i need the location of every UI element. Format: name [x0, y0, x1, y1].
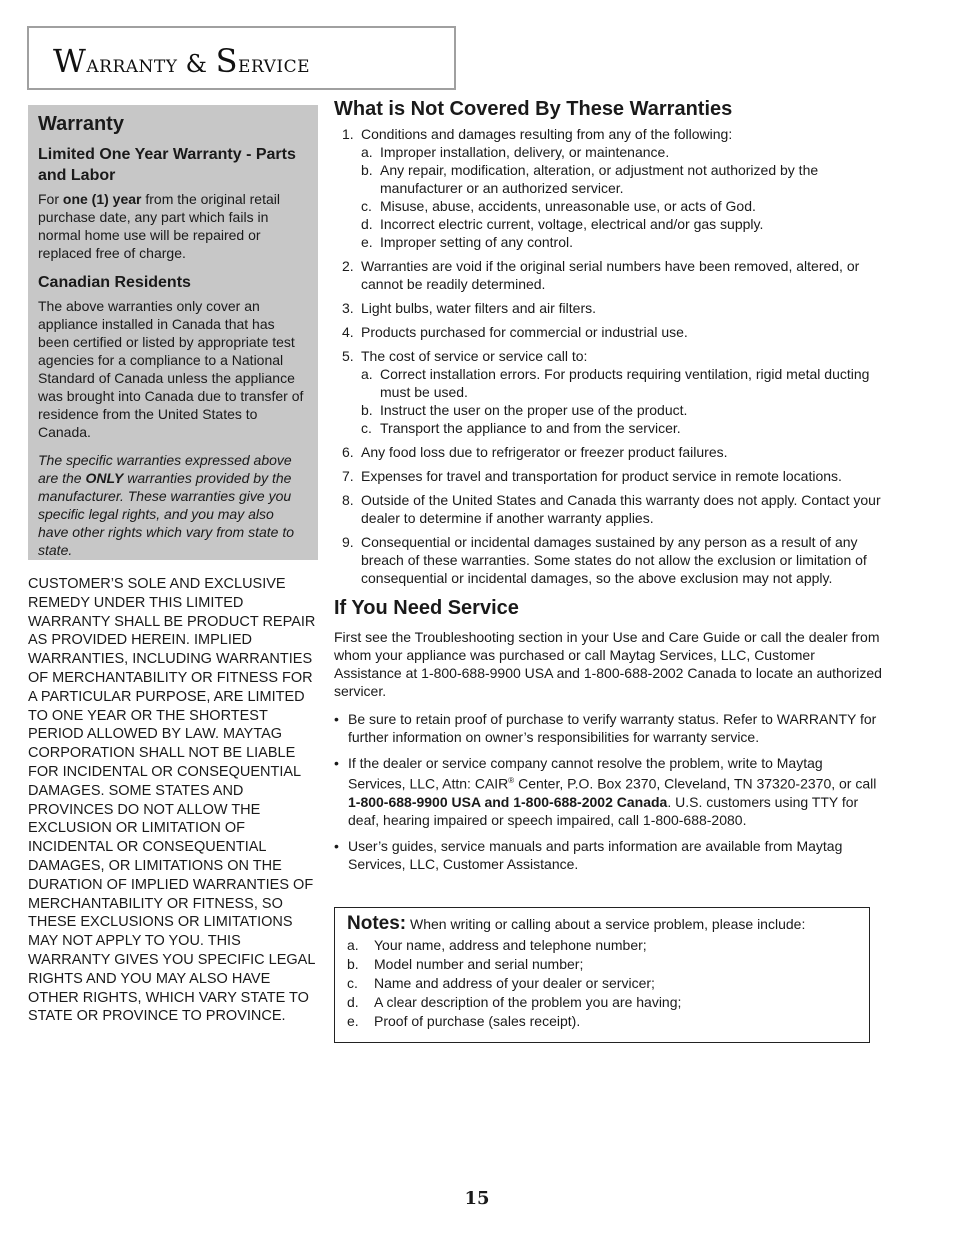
- list-item: • If the dealer or service company cannot resolve the problem, write to Maytag Services, LLC, Attn: CAIR® Center, P.O. Box 2370, Cleveland, TN 37320-2370, or call 1-800-688-9900 USA and 1-800-688-2002 Canada. U.S. customers using TTY for deaf, hearing impaired or speech impaired, call 1-800-688-2080.: [334, 755, 877, 828]
- item-text: Your name, address and telephone number;: [374, 937, 647, 953]
- not-covered-list: [334, 125, 884, 587]
- item-text: Outside of the United States and Canada this warranty does not apply. Contact your dealer to determine if another warranty applies.: [361, 492, 881, 526]
- canadian-residents-text: The above warranties only cover an appliance installed in Canada that has been certified or listed by appropriate test agencies for a compliance to a National Standard of Canada unless the appliance was brought into Canada due to transfer of residence from the United States to Canada.: [38, 298, 304, 440]
- list-item: [334, 443, 884, 461]
- notes-title: Notes:: [347, 913, 407, 934]
- sub-list-item: [361, 365, 884, 401]
- item-number: 4.: [342, 324, 354, 340]
- sub-list-item: [361, 233, 884, 251]
- item-number: 1.: [342, 126, 354, 142]
- item-text: Instruct the user on the proper use of the product.: [380, 402, 688, 418]
- item-text: The cost of service or service call to:: [361, 348, 588, 364]
- item-text: Name and address of your dealer or servicer;: [374, 975, 655, 991]
- item-number: 2.: [342, 258, 354, 274]
- notes-header: [347, 914, 857, 934]
- list-item: [334, 125, 884, 251]
- list-item: [347, 1012, 857, 1031]
- list-item: [334, 347, 884, 437]
- limited-warranty-heading: Limited One Year Warranty - Parts and Labor: [38, 146, 296, 184]
- legal-disclaimer: CUSTOMER’S SOLE AND EXCLUSIVE REMEDY UNDER THIS LIMITED WARRANTY SHALL BE PRODUCT REPAIR AS PROVIDED HEREIN. IMPLIED WARRANTIES, INCLUDING WARRANTIES OF MERCHANTABILITY OR FITNESS FOR A PARTICULAR PURPOSE, ARE LIMITED TO ONE YEAR OR THE SHORTEST PERIOD ALLOWED BY LAW. MAYTAG CORPORATION SHALL NOT BE LIABLE FOR INCIDENTAL OR CONSEQUENTIAL DAMAGES. SOME STATES AND PROVINCES DO NOT ALLOW THE EXCLUSION OR LIMITATION OF INCIDENTAL OR CONSEQUENTIAL DAMAGES, OR LIMITATIONS ON THE DURATION OF IMPLIED WARRANTIES OF MERCHANTABILITY OR FITNESS, SO THESE EXCLUSIONS OR LIMITATIONS MAY NOT APPLY TO YOU. THIS WARRANTY GIVES YOU SPECIFIC LEGAL RIGHTS AND YOU MAY ALSO HAVE OTHER RIGHTS, WHICH VARY STATE TO STATE OR PROVINCE TO PROVINCE.: [28, 576, 316, 1025]
- sub-list: [361, 365, 884, 437]
- list-item: [334, 533, 884, 587]
- item-letter: a.: [361, 144, 373, 160]
- warranty-heading: Warranty: [38, 113, 124, 135]
- item-text: Warranties are void if the original serial numbers have been removed, altered, or cannot be readily determined.: [361, 258, 860, 292]
- notes-box: [334, 907, 870, 1043]
- item-text: Model number and serial number;: [374, 956, 584, 972]
- canadian-residents-heading: Canadian Residents: [38, 274, 191, 291]
- item-text: Light bulbs, water filters and air filters.: [361, 300, 596, 316]
- notes-list: [347, 936, 857, 1031]
- item-text: Products purchased for commercial or industrial use.: [361, 324, 688, 340]
- item-number: 7.: [342, 468, 354, 484]
- item-text: Any food loss due to refrigerator or freezer product failures.: [361, 444, 728, 460]
- limited-warranty-text: For one (1) year from the original retail purchase date, any part which fails in normal home use will be repaired or replaced free of charge.: [38, 191, 280, 261]
- sub-list: [361, 143, 884, 251]
- bullet-icon: •: [334, 711, 339, 727]
- service-heading: If You Need Service: [334, 597, 519, 619]
- item-text: Improper installation, delivery, or maintenance.: [380, 144, 670, 160]
- item-letter: b.: [347, 956, 359, 972]
- right-column: [334, 98, 884, 881]
- list-item: • Be sure to retain proof of purchase to verify warranty status. Refer to WARRANTY for further information on owner’s responsibilities for warranty service.: [334, 711, 877, 745]
- list-item: [334, 323, 884, 341]
- item-letter: d.: [361, 216, 373, 232]
- item-letter: b.: [361, 402, 373, 418]
- sub-list-item: [361, 161, 884, 197]
- item-letter: a.: [361, 366, 373, 382]
- bullet-icon: •: [334, 755, 339, 771]
- warranty-box: [28, 105, 318, 560]
- item-text: Incorrect electric current, voltage, electrical and/or gas supply.: [380, 216, 764, 232]
- sub-list-item: [361, 401, 884, 419]
- item-letter: e.: [347, 1013, 359, 1029]
- item-letter: c.: [361, 420, 372, 436]
- item-number: 5.: [342, 348, 354, 364]
- item-letter: c.: [361, 198, 372, 214]
- page-title: Warranty & Service: [53, 42, 311, 80]
- sub-list-item: [361, 419, 884, 437]
- item-text: Transport the appliance to and from the servicer.: [380, 420, 681, 436]
- item-text: A clear description of the problem you are having;: [374, 994, 682, 1010]
- sub-list-item: [361, 143, 884, 161]
- item-letter: a.: [347, 937, 359, 953]
- item-text: Consequential or incidental damages sustained by any person as a result of any breach of these warranties. Some states do not allow the exclusion or limitation of consequential or incidental damages, so the above exclusion may not apply.: [361, 534, 867, 586]
- list-item: [347, 955, 857, 974]
- notes-intro: When writing or calling about a service problem, please include:: [406, 916, 806, 932]
- item-text: Correct installation errors. For products requiring ventilation, rigid metal ducting must be used.: [380, 366, 870, 400]
- item-letter: b.: [361, 162, 373, 178]
- service-bullets: [334, 710, 884, 873]
- item-letter: e.: [361, 234, 373, 250]
- item-letter: c.: [347, 975, 358, 991]
- service-intro: First see the Troubleshooting section in your Use and Care Guide or call the dealer from whom your appliance was purchased or call Maytag Services, LLC, Customer Assistance at 1-800-688-9900 USA and 1-800-688-2002 Canada to locate an authorized servicer.: [334, 629, 882, 699]
- sub-list-item: [361, 215, 884, 233]
- item-text: Any repair, modification, alteration, or adjustment not authorized by the manufacturer or an authorized servicer.: [380, 162, 819, 196]
- specific-warranties-note: The specific warranties expressed above are the ONLY warranties provided by the manufacturer. These warranties give you specific legal rights, and you may also have other rights which vary from state to state.: [38, 452, 294, 558]
- list-item: • User’s guides, service manuals and parts information are available from Maytag Services, LLC, Customer Assistance.: [334, 837, 843, 872]
- list-item: [347, 936, 857, 955]
- item-text: Improper setting of any control.: [380, 234, 573, 250]
- sub-list-item: [361, 197, 884, 215]
- item-text: Expenses for travel and transportation for product service in remote locations.: [361, 468, 842, 484]
- bullet-icon: •: [334, 837, 339, 854]
- list-item: [334, 299, 884, 317]
- page-number: 15: [464, 1188, 490, 1209]
- item-number: 9.: [342, 534, 354, 550]
- item-text: Conditions and damages resulting from any of the following:: [361, 126, 733, 142]
- item-text: Misuse, abuse, accidents, unreasonable use, or acts of God.: [380, 198, 756, 214]
- item-text: Proof of purchase (sales receipt).: [374, 1013, 581, 1029]
- item-letter: d.: [347, 994, 359, 1010]
- not-covered-heading: What is Not Covered By These Warranties: [334, 98, 733, 120]
- list-item: [334, 467, 884, 485]
- item-number: 8.: [342, 492, 354, 508]
- item-number: 3.: [342, 300, 354, 316]
- list-item: [334, 491, 884, 527]
- list-item: [334, 257, 884, 293]
- list-item: [347, 993, 857, 1012]
- list-item: [347, 974, 857, 993]
- page-title-box: [27, 26, 456, 90]
- item-number: 6.: [342, 444, 354, 460]
